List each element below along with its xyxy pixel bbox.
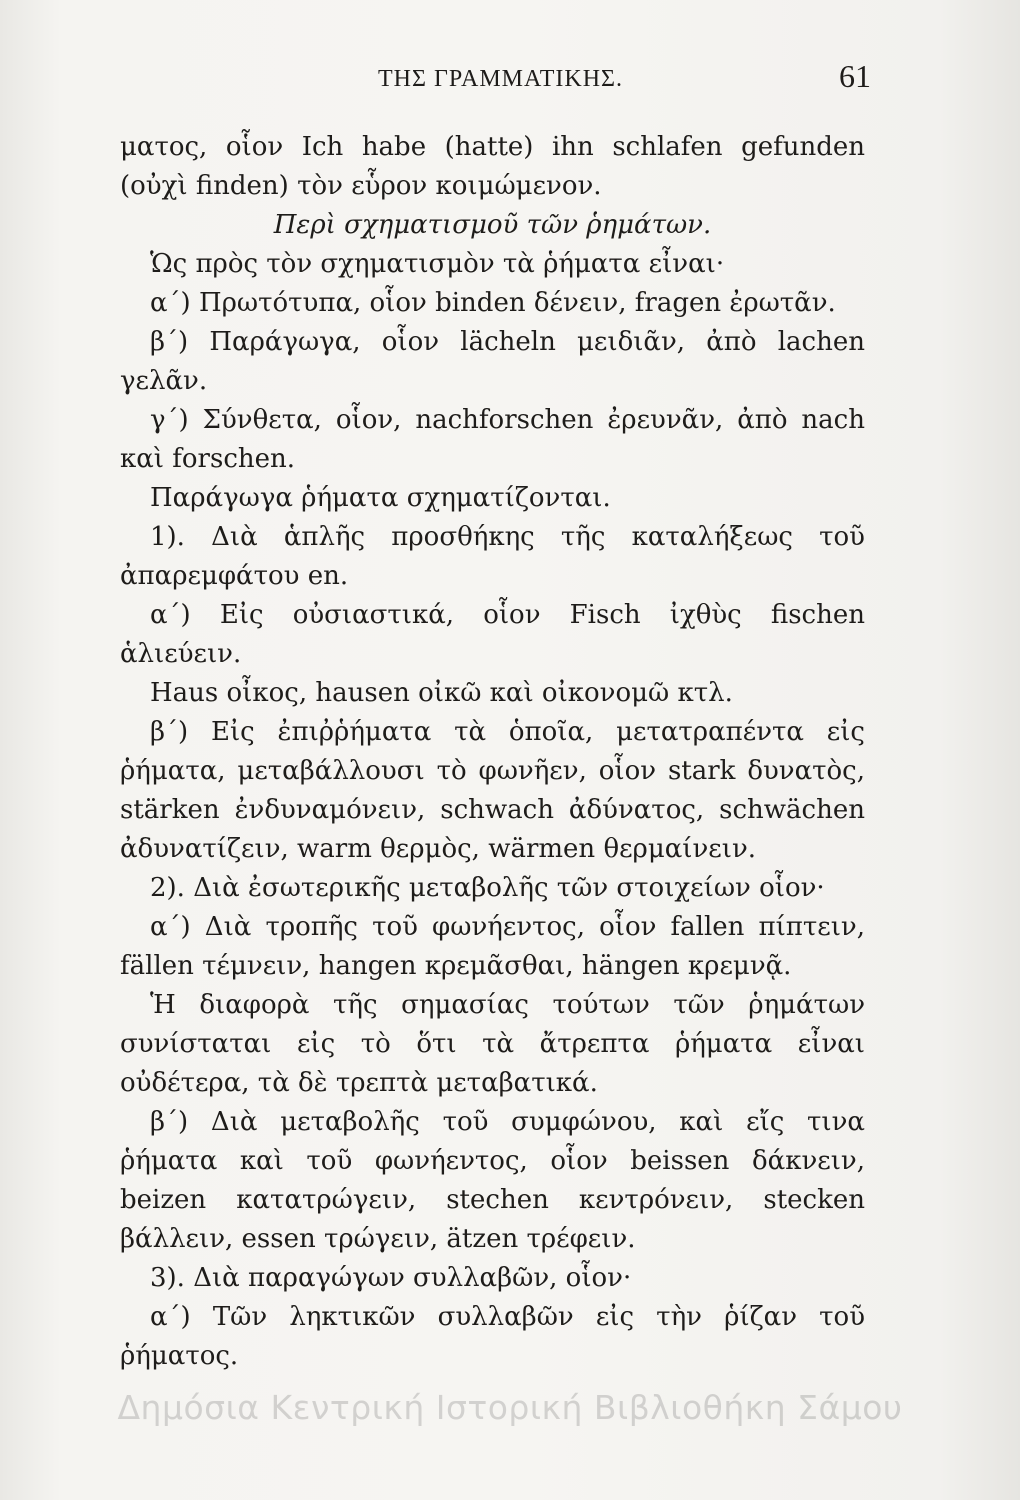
list-item: β΄) Εἰς ἐπιῤῥήματα τὰ ὁποῖα, μετατραπέντα εἰς ῥήματα, μεταβάλλουσι τὸ φωνῆεν, οἷον stark δυνατὸς, stärken ἐνδυναμόνειν, schwach ἀδύνατος, schwächen ἀδυνατίζειν, warm θερμὸς, wärmen θερμαίνειν. — [120, 717, 865, 864]
list-item: β΄) Διὰ μεταβολῆς τοῦ συμφώνου, καὶ εἴς τινα ῥήματα καὶ τοῦ φωνήεντος, οἷον beissen δάκνειν, beizen κατατρώγειν, stechen κεντρόνειν, stecken βάλλειν, essen τρώγειν, ätzen τρέφειν. — [120, 1107, 865, 1254]
list-item: 2). Διὰ ἐσωτερικῆς μεταβολῆς τῶν στοιχείων οἷον· — [150, 873, 825, 903]
paragraph: Παράγωγα ῥήματα σχηματίζονται. — [150, 483, 611, 513]
list-item: β΄) Παράγωγα, οἷον lächeln μειδιᾶν, ἀπὸ lachen γελᾶν. — [120, 327, 865, 396]
paragraph: Ὡς πρὸς τὸν σχηματισμὸν τὰ ῥήματα εἶναι· — [150, 249, 725, 279]
running-head: ΤΗΣ ΓΡΑΜΜΑΤΙΚΗΣ. — [378, 66, 623, 92]
page-number: 61 — [839, 58, 871, 94]
list-item: 1). Διὰ ἁπλῆς προσθήκης τῆς καταλήξεως τοῦ ἀπαρεμφάτου en. — [120, 522, 865, 591]
paragraph: ματος, οἷον Ich habe (hatte) ihn schlafen gefunden (οὐχὶ finden) τὸν εὗρον κοιμώμενον. — [120, 132, 865, 201]
body-text — [120, 128, 865, 1376]
page-header — [120, 58, 871, 98]
paragraph: Ἡ διαφορὰ τῆς σημασίας τούτων τῶν ῥημάτων συνίσταται εἰς τὸ ὅτι τὰ ἄτρεπτα ῥήματα εἶναι οὐδέτερα, τὰ δὲ τρεπτὰ μεταβατικά. — [120, 990, 865, 1098]
list-item: α΄) Πρωτότυπα, οἷον binden δένειν, fragen ἐρωτᾶν. — [150, 288, 836, 318]
list-item: γ΄) Σύνθετα, οἷον, nachforschen ἐρευνᾶν, ἀπὸ nach καὶ forschen. — [120, 405, 865, 474]
list-item: 3). Διὰ παραγώγων συλλαβῶν, οἷον· — [150, 1263, 632, 1293]
library-watermark: Δημόσια Κεντρική Ιστορική Βιβλιοθήκη Σάμου — [117, 1388, 903, 1427]
list-item: α΄) Τῶν ληκτικῶν συλλαβῶν εἰς τὴν ῥίζαν τοῦ ῥήματος. — [120, 1302, 865, 1371]
list-item: α΄) Διὰ τροπῆς τοῦ φωνήεντος, οἷον fallen πίπτειν, fällen τέμνειν, hangen κρεμᾶσθαι, hängen κρεμνᾷ. — [120, 912, 865, 981]
paragraph: Haus οἶκος, hausen οἰκῶ καὶ οἰκονομῶ κτλ. — [150, 678, 733, 708]
section-heading: Περὶ σχηματισμοῦ τῶν ῥημάτων. — [273, 210, 712, 240]
list-item: α΄) Εἰς οὐσιαστικά, οἷον Fisch ἰχθὺς fischen ἁλιεύειν. — [120, 600, 865, 669]
